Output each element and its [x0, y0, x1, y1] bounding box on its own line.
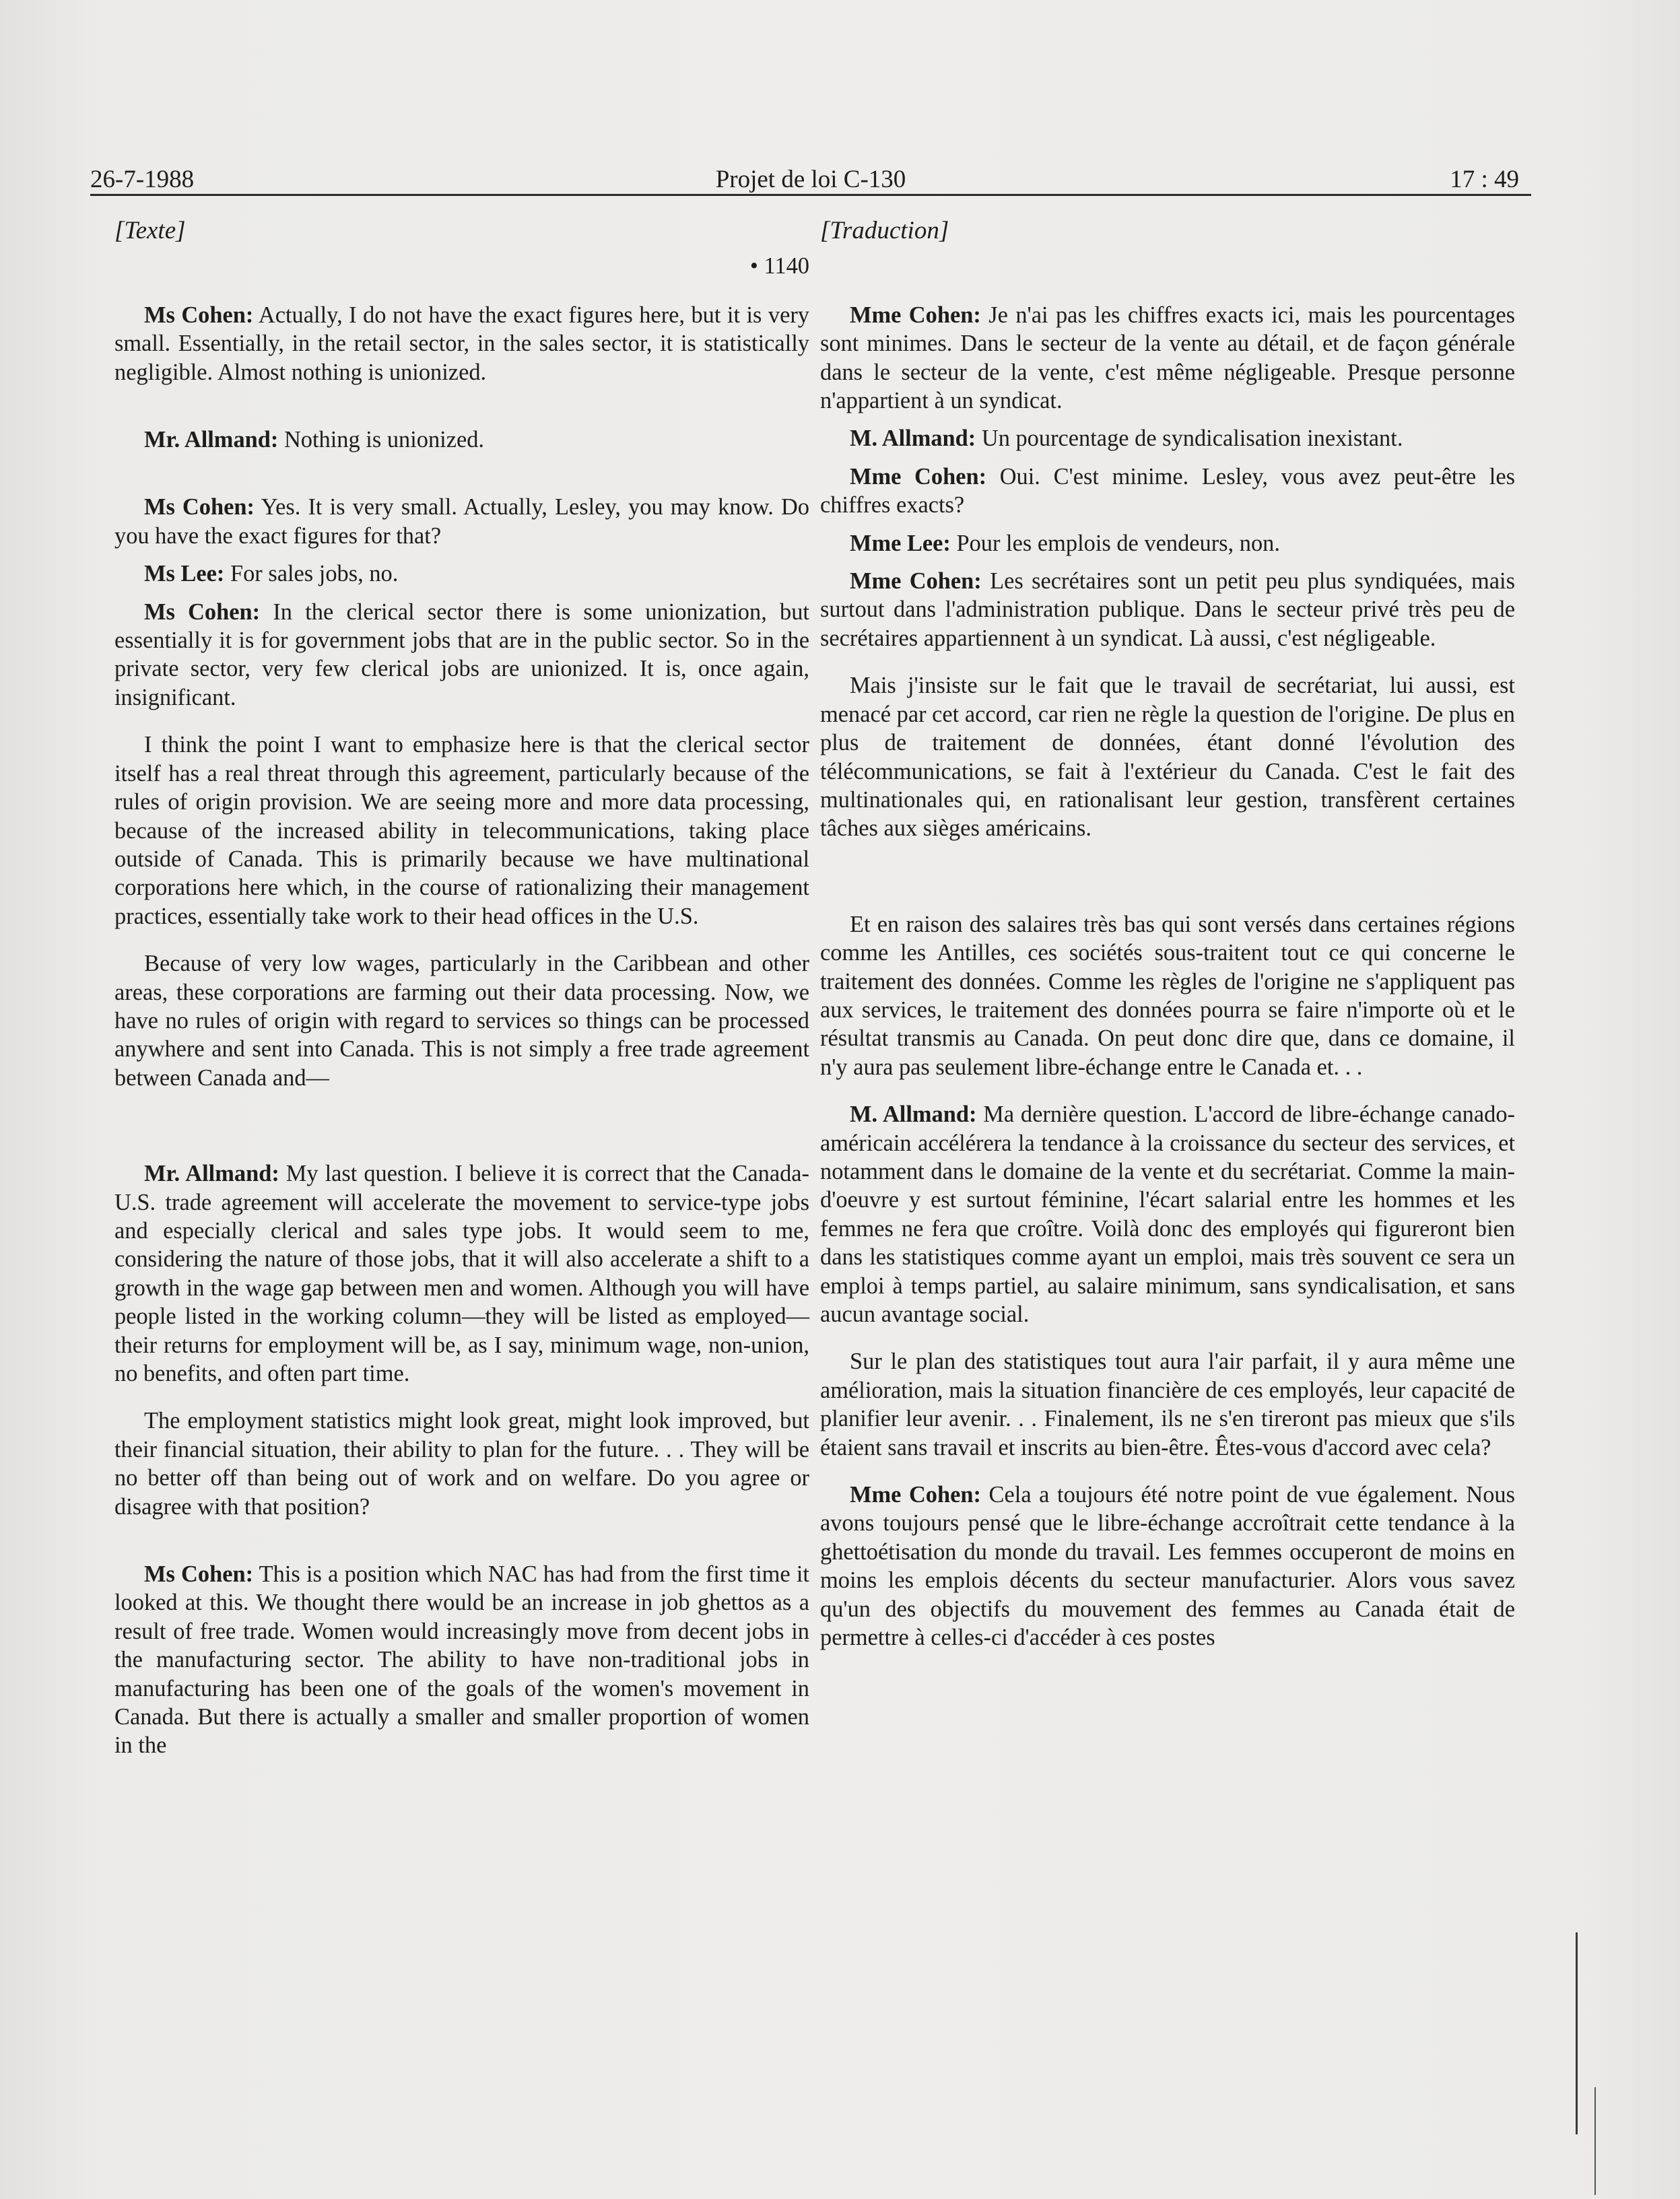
left-column-english — [114, 217, 809, 1760]
speech-text: This is a position which NAC has had from the first time it looked at this. We thought there would be an increase in job ghettos as a result of free trade. Women would increasingly move from decent jobs in the manufacturing sector. The ability to have non-traditional jobs in manufacturing has been one of the goals of the women's movement in Canada. But there is actually a smaller and smaller proportion of women in the — [114, 1561, 809, 1759]
speech-text: Mais j'insiste sur le fait que le travail de secrétariat, lui aussi, est menacé par cet accord, car rien ne règle la question de l'origine. De plus en plus de traitement de données, étant donné l'évolution des télécommunications, se fait à l'extérieur du Canada. C'est le fait des multinationales qui, en rationalisant leur gestion, transfèrent certaines tâches aux sièges américains. — [820, 673, 1515, 842]
speech-text: Because of very low wages, particularly in the Caribbean and other areas, these corporations are farming out their data processing. Now, we have no rules of origin with regard to services so things can be processed anywhere and sent into Canada. This is not simply a free trade agreement between Canada and— — [114, 951, 809, 1091]
paragraph — [820, 529, 1515, 557]
header-date: 26-7-1988 — [90, 166, 195, 193]
speech-text: Sur le plan des statistiques tout aura l'air parfait, il y aura même une amélioration, mais la situation financière de ces employés, leur capacité de planifier leur avenir. . . Finalement, ils ne s'en tireront pas mieux que s'ils étaient sans travail et inscrits au bien-être. Êtes-vous d'accord avec cela? — [820, 1349, 1515, 1460]
speaker-name: Mme Cohen: — [850, 568, 982, 595]
speech-text: Je n'ai pas les chiffres exacts ici, mais les pourcentages sont minimes. Dans le secteur de la vente au détail, et de façon générale dans le secteur de la vente, c'est même négligeable. Presque personne n'appartient à un syndicat. — [820, 302, 1515, 414]
paragraph — [114, 1407, 809, 1521]
paragraph — [114, 1159, 809, 1388]
header-title: Projet de loi C-130 — [715, 166, 906, 193]
speech-text: My last question. I believe it is correct that the Canada-U.S. trade agreement will accelerate the movement to service-type jobs and especially clerical and sales type jobs. It would seem to me, considering the nature of those jobs, that it will also accelerate a shift to a growth in the wage gap between men and women. Although you will have people listed in the working column—they will be listed as employed—their returns for employment will be, as I say, minimum wage, non-union, no benefits, and often part time. — [114, 1161, 810, 1386]
speech-text: Ma dernière question. L'accord de libre-échange canado-américain accélérera la tendance à la croissance du secteur des services, et notamment dans le domaine de la vente et du secrétariat. Comme la main-d'oeuvre y est surtout féminine, l'écart salarial entre les hommes et les femmes ne fera que croître. Voilà donc des employés qui figureront bien dans les statistiques comme ayant un emploi, mais très souvent ce sera un emploi à temps partiel, au salaire minimum, sans syndicalisation, et sans aucun avantage social. — [820, 1102, 1515, 1327]
speaker-name: Ms Cohen: — [144, 494, 255, 520]
margin-mark — [1594, 2087, 1596, 2195]
speaker-name: Mr. Allmand: — [144, 427, 279, 453]
paragraph — [114, 426, 809, 454]
header-rule — [90, 194, 1531, 196]
paragraph — [820, 1347, 1515, 1462]
paragraph — [820, 567, 1515, 652]
speaker-name: Mme Cohen: — [850, 1482, 981, 1508]
paragraph — [820, 301, 1515, 415]
speaker-name: M. Allmand: — [850, 1102, 977, 1128]
paragraph — [114, 560, 809, 588]
paragraph — [114, 731, 809, 931]
speech-text: Actually, I do not have the exact figures here, but it is very small. Essentially, in the retail sector, in the sales sector, it is statistically negligible. Almost nothing is unionized. — [114, 302, 809, 385]
paragraph — [820, 1100, 1515, 1328]
speaker-name: M. Allmand: — [850, 426, 976, 452]
margin-mark — [1576, 1932, 1578, 2134]
speaker-name: Ms Cohen: — [144, 599, 261, 625]
speech-text: For sales jobs, no. — [224, 561, 399, 587]
paragraph — [114, 949, 809, 1092]
paragraph — [820, 1481, 1515, 1652]
paragraph — [114, 301, 809, 386]
speech-text: Les secrétaires sont un petit peu plus syndiquées, mais surtout dans l'administration publique. Dans le secteur privé très peu de secrétaires appartiennent à un syndicat. Là aussi, c'est négligeable. — [820, 568, 1515, 651]
paragraph — [114, 598, 809, 712]
paragraph — [820, 910, 1515, 1081]
header-page-number: 17 : 49 — [1450, 166, 1519, 193]
left-column-label: [Texte] — [114, 217, 186, 244]
speech-text: I think the point I want to emphasize here is that the clerical sector itself has a real threat through this agreement, particularly because of the rules of origin provision. We are seeing more and more data processing, because of the increased ability in telecommunications, taking place outside of Canada. This is primarily because we have multinational corporations here which, in the course of rationalizing their management practices, essentially take work to their head offices in the U.S. — [114, 732, 809, 929]
speaker-name: Ms Cohen: — [144, 1561, 254, 1588]
speaker-name: Mme Lee: — [850, 530, 951, 556]
right-column-french — [820, 217, 1515, 1652]
paragraph — [820, 463, 1515, 520]
paragraph — [114, 1560, 809, 1760]
speech-text: Un pourcentage de syndicalisation inexistant. — [976, 426, 1403, 452]
paragraph — [820, 671, 1515, 842]
speaker-name: Mme Cohen: — [850, 463, 987, 489]
speaker-name: Mr. Allmand: — [144, 1161, 279, 1187]
speech-text: Nothing is unionized. — [278, 427, 485, 453]
right-column-label: [Traduction] — [820, 217, 949, 244]
speech-text: The employment statistics might look great, might look improved, but their financial situation, their ability to plan for the future. . . They will be no better off than being out of work and on welfare. Do you agree or disagree with that position? — [114, 1408, 809, 1520]
speaker-name: Mme Cohen: — [850, 302, 981, 328]
speaker-name: Ms Cohen: — [144, 302, 254, 328]
speech-text: Yes. It is very small. Actually, Lesley, you may know. Do you have the exact figures for that? — [114, 494, 809, 549]
speech-text: Et en raison des salaires très bas qui sont versés dans certaines régions comme les Antilles, ces sociétés sous-traitent tout ce qui concerne le traitement des données. Comme les règles de l'origine ne s'appliquent pas aux services, le traitement des données pourra se faire n'importe où et le résultat transmis au Canada. On peut donc dire que, dans ce domaine, il n'y aura pas seulement libre-échange entre le Canada et. . . — [820, 911, 1515, 1080]
speaker-name: Ms Lee: — [144, 561, 225, 587]
speech-text: Oui. C'est minime. Lesley, vous avez peut-être les chiffres exacts? — [820, 463, 1515, 518]
speech-text: In the clerical sector there is some unionization, but essentially it is for government jobs that are in the public sector. So in the private sector, very few clerical jobs are unionized. It is, once again, insignificant. — [114, 599, 809, 710]
paragraph — [114, 493, 809, 550]
timestamp-marker: • 1140 — [749, 253, 809, 279]
speech-text: Cela a toujours été notre point de vue également. Nous avons toujours pensé que le libre-échange accroîtrait cette tendance à la ghettoétisation du monde du travail. Les femmes occuperont de moins en moins les emplois décents du secteur manufacturier. Alors vous savez qu'un des objectifs du mouvement des femmes au Canada était de permettre à celles-ci d'accéder à ces postes — [820, 1482, 1515, 1651]
speech-text: Pour les emplois de vendeurs, non. — [950, 530, 1280, 556]
paragraph — [820, 424, 1515, 452]
